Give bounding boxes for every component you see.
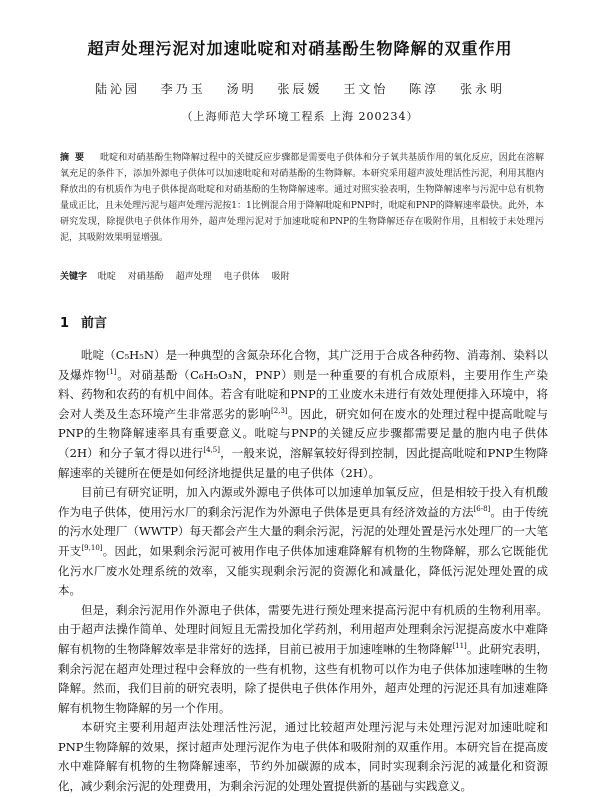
abstract — [60, 150, 544, 246]
section-title: 前言 — [81, 316, 108, 331]
text-run: 吡啶（C₅H₅N）是一种典型的含氮杂环化合物，其广泛用于合成各种药物、消毒剂、染料以及爆炸物 — [58, 348, 548, 382]
author-name: 陈淳 — [409, 82, 440, 96]
citation: [2,3] — [271, 406, 288, 415]
section-heading — [60, 312, 540, 331]
citation: [4,5] — [203, 446, 220, 455]
text-run: 但是，剩余污泥用作外源电子供体，需要先进行预处理来提高污泥中有机质的生物利用率。由于超声法操作简单、处理时间短且无需投加化学药剂，利用超声处理剩余污泥提高废水中难降解有机物的生物降解效率是非常好的选择，目前已被用于加速喹啉的生物降解 — [58, 602, 548, 656]
author-name: 张辰媛 — [277, 82, 323, 96]
citation: [6-8] — [473, 504, 491, 513]
keyword: 对硝基酚 — [127, 272, 164, 282]
keywords — [60, 270, 544, 284]
author-name: 王文怡 — [343, 82, 389, 96]
citation: [9,10] — [81, 544, 103, 553]
affiliation: （上海师范大学环境工程系 上海 200234） — [181, 110, 419, 123]
paragraph — [58, 346, 548, 483]
paper-title: 超声处理污泥对加速吡啶和对硝基酚生物降解的双重作用 — [87, 39, 513, 58]
paragraph — [58, 718, 548, 796]
keywords-label: 关键字 — [60, 272, 88, 282]
author-name: 李乃玉 — [160, 82, 206, 96]
paragraph — [58, 483, 548, 601]
text-run: 本研究主要利用超声法处理活性污泥，通过比较超声处理污泥与未处理污泥对加速吡啶和PNP生物降解的效果，探讨超声处理污泥作为电子供体和吸附剂的双重作用。本研究旨在提高废水中难降解有机物的生物降解速率，节约外加碳源的成本，同时实现剩余污泥的减量化和资源化，减少剩余污泥的处理费用，为剩余污泥的处理处置提供新的基础与实践意义。 — [58, 720, 548, 794]
author-name: 陆沁园 — [94, 82, 140, 96]
citation: [1] — [106, 367, 117, 376]
paragraph — [58, 601, 548, 719]
text-run: 目前已有研究证明，加入内源或外源电子供体可以加速单加氧反应，但是相较于投入有机酸作为电子供体，使用污水厂的剩余污泥作为外源电子供体是更具有经济效益的方法 — [58, 485, 548, 519]
citation: [11] — [452, 642, 467, 651]
abstract-text: 吡啶和对硝基酚生物降解过程中的关键反应步骤都是需要电子供体和分子氧共基质作用的氧化反应，因此在溶解氧充足的条件下，添加外源电子供体可以加速吡啶和对硝基酚的生物降解。本研究采用超声波处理活性污泥，利用其胞内释放出的有机质作为电子供体提高吡啶和对硝基酚的生物降解速率。通过对照实验表明，生物降解速率与污泥中总有机物量成正比，且未处理污泥与超声处理污泥按1：1比例混合用于降解吡啶和PNP时，吡啶和PNP的降解速率最快。此外，本研究发现，除提供电子供体作用外，超声处理污泥对于加速吡啶和PNP的生物降解还存在吸附作用，且相较于未处理污泥，其吸附效果明显增强。 — [60, 153, 544, 243]
keyword: 电子供体 — [223, 272, 260, 282]
keyword: 吡啶 — [97, 272, 116, 282]
text-run: 。此研究表明，剩余污泥在超声处理过程中会释放的一些有机物，这些有机物可以作为电子供体加速喹啉的生物降解。然而，我们目前的研究表明，除了提供电子供体作用外，超声处理的污泥还具有加速难降解有机物生物降解的另一个作用。 — [58, 641, 549, 715]
author-name: 张永明 — [460, 82, 506, 96]
abstract-label: 摘要 — [60, 153, 91, 163]
keyword: 超声处理 — [175, 272, 212, 282]
author-list — [0, 80, 600, 97]
text-run: 。对硝基酚（C₆H₅O₃N，PNP）则是一种重要的有机合成原料，主要用作生产染料、药物和农药的有机中间体。若含有吡啶和PNP的工业废水未进行有效处理便排入环境中，将会对人类及生态环境产生非常恶劣的影响 — [58, 367, 549, 421]
body-text — [58, 346, 548, 797]
text-run: ，一般来说，溶解氧较好得到控制，因此提高吡啶和PNP生物降解速率的关键所在便是如何经济地提供足量的电子供体（2H）。 — [58, 445, 548, 480]
section-number: 1 — [60, 316, 70, 331]
text-run: 。因此，研究如何在废水的处理过程中提高吡啶与PNP的生物降解速率具有重要意义。吡啶与PNP的关键反应步骤都需要足量的胞内电子供体（2H）和分子氧才得以进行 — [58, 406, 549, 460]
text-run: 。因此，如果剩余污泥可被用作电子供体加速难降解有机物的生物降解，那么它既能优化污水厂废水处理系统的效率，又能实现剩余污泥的资源化和减量化，降低污泥处理处置的成本。 — [58, 543, 549, 598]
keyword: 吸附 — [271, 272, 290, 282]
author-name: 汤明 — [226, 82, 257, 96]
text-run: 。由于传统的污水处理厂（WWTP）每天都会产生大量的剩余污泥，污泥的处理处置是污水处理厂的一大笔开支 — [58, 504, 548, 558]
